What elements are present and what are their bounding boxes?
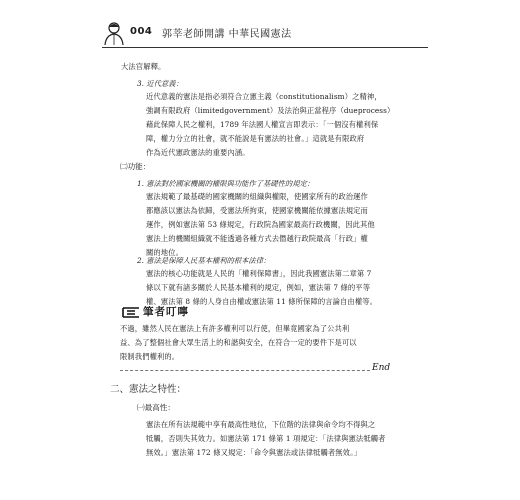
book-title: 郭莘老師開講 中華民國憲法 bbox=[162, 29, 292, 40]
item3-line: 藉此保障人民之權利，1789 年法國人權宣言即表示：「一個沒有權利保 bbox=[146, 120, 379, 129]
item3-line: 強調有限政府（limitedgovernment）及法治與正當程序（dueprocess） bbox=[146, 106, 395, 115]
reminder-line: 益、為了整個社會大眾生活上的和諧與安全，在符合一定的要件下是可以 bbox=[120, 338, 357, 347]
function1-line: 都應該以憲法為依歸，受憲法所拘束，使國家機關能依據憲法規定而 bbox=[146, 206, 368, 215]
function1-line: 運作，例如憲法第 53 條規定，行政院為國家最高行政機關，因此其他 bbox=[146, 220, 375, 229]
function2-line: 權、憲法第 8 條的人身自由權或憲法第 11 條所保障的言論自由權等。 bbox=[146, 297, 378, 306]
header-rule bbox=[102, 47, 428, 48]
reminder-bracket-icon bbox=[121, 306, 141, 319]
function2-line: 憲法的核心功能就是人民的「權利保障書」，因此我國憲法第二章第 7 bbox=[146, 269, 372, 278]
item3-heading: 3. 近代意義： bbox=[137, 79, 183, 88]
item3-line: 近代意義的憲法是指必須符合立憲主義（constitutionalism）之精神， bbox=[146, 92, 382, 101]
section2-line: 無效。」憲法第 172 條又規定：「命令與憲法或法律牴觸者無效。」 bbox=[146, 448, 362, 457]
function2-heading: 2. 憲法是保障人民基本權利的根本法律： bbox=[137, 256, 271, 265]
function1-line: 關的地位。 bbox=[146, 248, 183, 257]
end-mark: End bbox=[372, 363, 391, 373]
item3-line: 障，權力分立的社會，就不能說是有憲法的社會。」這就是有限政府 bbox=[146, 134, 365, 143]
page-number: 004 bbox=[130, 26, 153, 37]
function2-line: 條以下就有諸多關於人民基本權利的規定，例如，憲法第 7 條的平等 bbox=[146, 283, 371, 292]
section2-sub-heading: ㈠最高性： bbox=[137, 403, 175, 412]
item3-line: 作為近代憲政憲法的重要內涵。 bbox=[146, 148, 250, 157]
function1-heading: 1. 憲法對於國家機關的權限與功能作了基礎性的規定： bbox=[137, 179, 315, 188]
page-header bbox=[100, 18, 430, 48]
teacher-avatar-icon bbox=[102, 20, 126, 46]
function1-line: 憲法上的機關組織就不能透過各種方式去僭越行政院最高「行政」權 bbox=[146, 234, 368, 243]
reminder-label: 筆者叮嚀 bbox=[143, 306, 189, 318]
section2-heading: 二、憲法之特性： bbox=[110, 384, 187, 395]
end-divider bbox=[120, 370, 370, 371]
reminder-header bbox=[121, 304, 201, 320]
intro-line: 大法官解釋。 bbox=[121, 62, 166, 71]
function1-line: 憲法規範了最基礎的國家機關的組織與權限，使國家所有的政治運作 bbox=[146, 192, 368, 201]
section2-line: 憲法在所有法規範中享有最高性地位，下位階的法律與命令均不得與之 bbox=[146, 420, 376, 429]
section2-line: 牴觸，否則失其效力。如憲法第 171 條第 1 項規定：「法律與憲法牴觸者 bbox=[146, 434, 386, 443]
reminder-line: 限制我們權利的。 bbox=[120, 352, 180, 361]
reminder-line: 不過，雖然人民在憲法上有許多權利可以行使，但畢竟國家為了公共利 bbox=[120, 324, 350, 333]
section-function-heading: ㈡功能： bbox=[120, 162, 151, 171]
